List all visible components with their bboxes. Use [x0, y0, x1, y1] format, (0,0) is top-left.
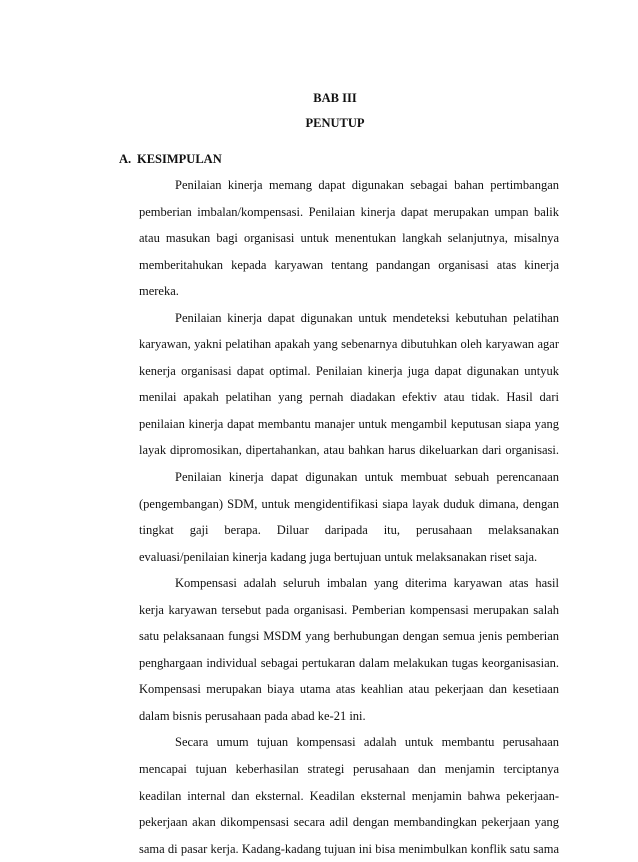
text-line: karyawan, yakni pelatihan apakah yang sebenarnya dibutuhkan oleh karyawan agar [139, 337, 559, 352]
chapter-title: PENUTUP [305, 116, 365, 130]
chapter-number: BAB III [313, 91, 357, 105]
text-line: memberitahukan kepada karyawan tentang pandangan organisasi atas kinerja [139, 257, 559, 272]
text-line: kerja karyawan tersebut pada organisasi. Pemberian kompensasi merupakan salah [139, 602, 559, 617]
text-line: Penilaian kinerja dapat digunakan untuk mendeteksi kebutuhan pelatihan [175, 310, 559, 325]
text-line: mencapai tujuan keberhasilan strategi perusahaan dan menjamin terciptanya [139, 762, 559, 777]
text-line: penghargaan individual sebagai pertukaran dalam melakukan tugas keorganisasian. [139, 655, 559, 670]
text-line: Secara umum tujuan kompensasi adalah untuk membantu perusahaan [175, 735, 559, 750]
text-line: Kompensasi merupakan biaya utama atas keahlian atau pekerjaan dan kesetiaan [139, 682, 559, 697]
section-number: A. [119, 152, 132, 166]
text-line: evaluasi/penilaian kinerja kadang juga bertujuan untuk melaksanakan riset saja. [139, 549, 538, 564]
text-line: pemberian imbalan/kompensasi. Penilaian kinerja dapat merupakan umpan balik [139, 204, 559, 219]
text-line: dalam bisnis perusahaan pada abad ke-21 ini. [139, 708, 366, 723]
text-line: Penilaian kinerja memang dapat digunakan sebagai bahan pertimbangan [175, 178, 559, 192]
text-line: penilaian kinerja dapat membantu manajer untuk mengambil keputusan siapa yang [139, 416, 559, 431]
body-text [139, 172, 559, 862]
text-line: layak dipromosikan, dipertahankan, atau bahkan harus dikeluarkan dari organisasi. [139, 443, 559, 458]
text-line: atau masukan bagi organisasi untuk menentukan langkah selanjutnya, misalnya [139, 231, 559, 246]
text-line: Kompensasi adalah seluruh imbalan yang diterima karyawan atas hasil [175, 576, 559, 591]
text-line: keadilan internal dan eksternal. Keadilan eksternal menjamin bahwa pekerjaan- [139, 788, 559, 803]
text-line: satu pelaksanaan fungsi MSDM yang berhubungan dengan semua jenis pemberian [139, 629, 559, 644]
section-title: KESIMPULAN [137, 152, 222, 166]
text-line: (pengembangan) SDM, untuk mengidentifikasi siapa layak duduk dimana, dengan [139, 496, 559, 511]
text-line: menilai apakah pelatihan yang pernah diadakan efektiv atau tidak. Hasil dari [139, 390, 559, 405]
text-line: Penilaian kinerja dapat digunakan untuk membuat sebuah perencanaan [175, 470, 559, 485]
text-line: tingkat gaji berapa. Diluar daripada itu, perusahaan melaksanakan [139, 523, 559, 538]
section-heading [119, 151, 222, 167]
text-line: mereka. [139, 284, 179, 299]
text-line: pekerjaan akan dikompensasi secara adil dengan membandingkan pekerjaan yang [139, 815, 559, 830]
text-line: kenerja organisasi dapat optimal. Penilaian kinerja juga dapat digunakan untyuk [139, 363, 559, 378]
text-line: sama di pasar kerja. Kadang-kadang tujuan ini bisa menimbulkan konflik satu sama [139, 841, 559, 856]
